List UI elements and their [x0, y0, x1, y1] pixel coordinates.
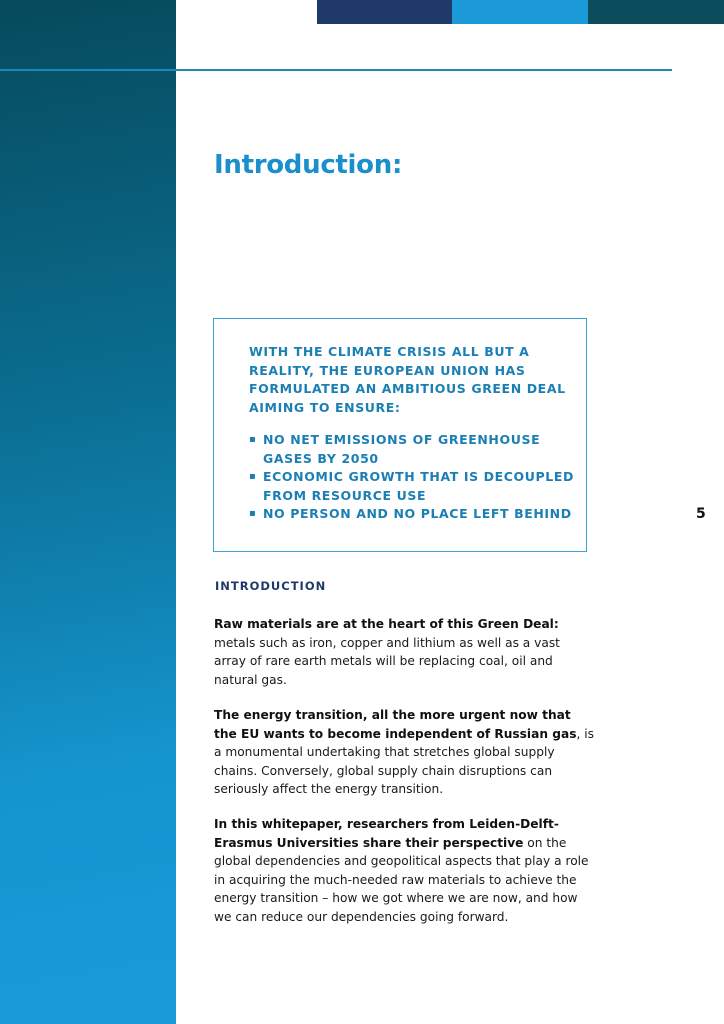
quote-list-item: ▪ ECONOMIC GROWTH THAT IS DECOUPLED FROM RESOURCE USE — [249, 468, 579, 505]
body-paragraph — [214, 615, 594, 689]
paragraph-text: , is a monumental undertaking that stretches global supply chains. Conversely, global supply chain disruptions can seriously affect the energy transition. — [214, 726, 594, 796]
paragraph-bold-lead: Raw materials are at the heart of this Green Deal: — [214, 617, 559, 631]
sidebar-gradient-panel — [0, 0, 176, 1024]
section-heading: INTRODUCTION — [215, 579, 327, 593]
body-paragraph — [214, 815, 594, 926]
paragraph-text: on the global dependencies and geopolitical aspects that play a role in acquiring the much-needed raw materials to achieve the energy transition – how we got where we are now, and how we can reduce our dependencies going forward. — [214, 835, 589, 924]
top-color-bar-navy — [317, 0, 452, 24]
paragraph-text: metals such as iron, copper and lithium as well as a vast array of rare earth metals will be replacing coal, oil and natural gas. — [214, 635, 560, 687]
body-paragraph — [214, 706, 594, 799]
header-divider-line — [0, 69, 672, 71]
quote-list — [249, 431, 579, 524]
top-color-bar-teal — [588, 0, 724, 24]
page-title: Introduction: — [214, 150, 403, 180]
paragraph-bold-lead: The energy transition, all the more urgent now that the EU wants to become independent of Russian gas — [214, 708, 577, 741]
page-number: 5 — [696, 506, 706, 522]
paragraph-bold-lead: In this whitepaper, researchers from Leiden-Delft-Erasmus Universities share their perspective — [214, 817, 559, 850]
quote-list-item: ▪ NO NET EMISSIONS OF GREENHOUSE GASES BY 2050 — [249, 431, 579, 468]
quote-list-item: ▪ NO PERSON AND NO PLACE LEFT BEHIND — [249, 505, 579, 524]
top-color-bar-blue — [452, 0, 588, 24]
quote-text: WITH THE CLIMATE CRISIS ALL BUT A REALITY, THE EUROPEAN UNION HAS FORMULATED AN AMBITIOUS GREEN DEAL AIMING TO ENSURE: — [249, 344, 566, 415]
quote-box — [213, 318, 587, 552]
